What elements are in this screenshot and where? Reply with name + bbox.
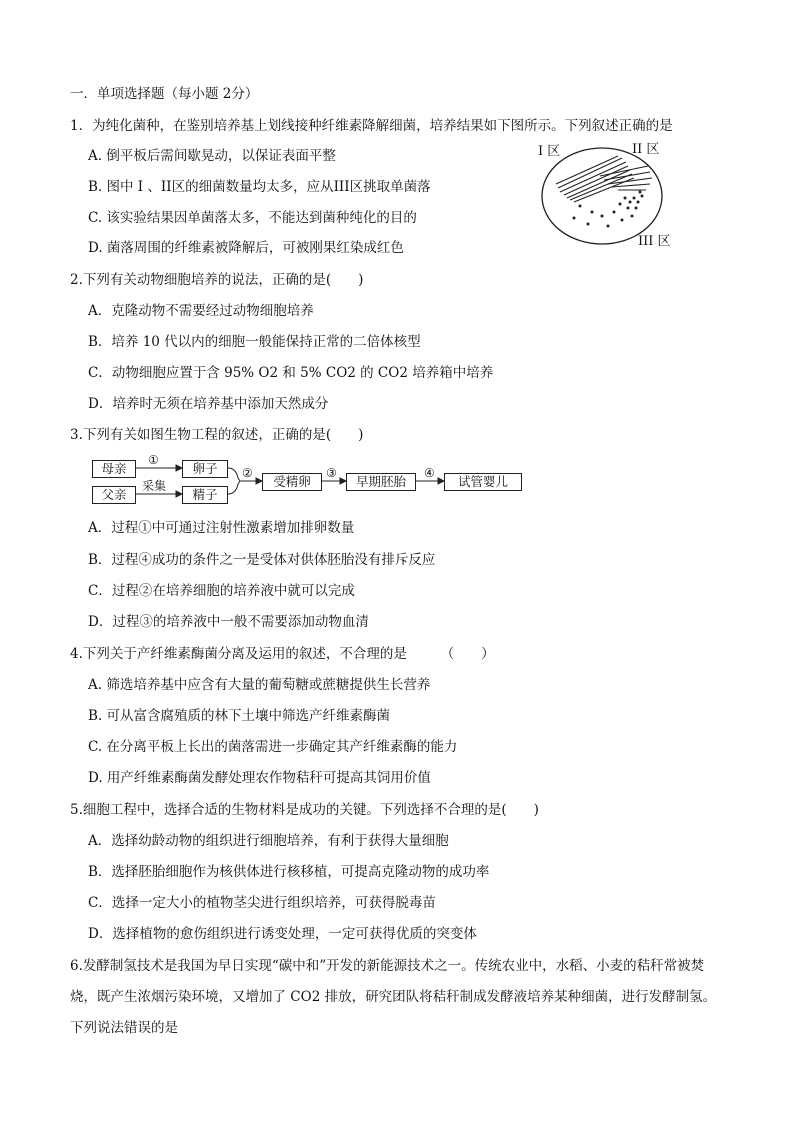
- q4-option-a: A. 筛选培养基中应含有大量的葡萄糖或蔗糖提供生长营养: [88, 677, 431, 693]
- q2-option-b: B．培养 10 代以内的细胞一般能保持正常的二倍体核型: [88, 334, 421, 350]
- zone-2-label: II 区: [632, 142, 660, 157]
- q3-option-a: A．过程①中可通过注射性激素增加排卵数量: [88, 520, 355, 536]
- flow-box-early-embryo: 早期胚胎: [346, 473, 416, 491]
- q4-option-c: C. 在分离平板上长出的菌落需进一步确定其产纤维素酶的能力: [88, 739, 458, 755]
- q3-option-d: D．过程③的培养液中一般不需要添加动物血清: [88, 614, 369, 630]
- q2-option-a: A．克隆动物不需要经过动物细胞培养: [88, 303, 314, 319]
- flow-step-2: ②: [242, 466, 253, 480]
- zone-1-label: I 区: [538, 144, 561, 159]
- q5-stem: 5.细胞工程中，选择合适的生物材料是成功的关键。下列选择不合理的是( ): [70, 802, 539, 818]
- q3-option-b: B．过程④成功的条件之一是受体对供体胚胎没有排斥反应: [88, 552, 436, 568]
- q2-stem: 2.下列有关动物细胞培养的说法，正确的是( ): [70, 272, 364, 288]
- flow-box-sperm: 精子: [182, 486, 228, 504]
- flow-box-ivf-baby: 试管婴儿: [444, 473, 522, 491]
- flow-box-fertilized-egg: 受精卵: [262, 473, 322, 491]
- flow-box-mother: 母亲: [92, 460, 136, 478]
- flow-step-1: ①: [148, 453, 159, 467]
- q2-option-d: D．培养时无须在培养基中添加天然成分: [88, 396, 329, 412]
- flow-box-father: 父亲: [92, 486, 136, 504]
- q5-option-d: D．选择植物的愈伤组织进行诱变处理，一定可获得优质的突变体: [88, 926, 477, 942]
- q1-option-b: B. 图中 I 、II区的细菌数量均太多，应从III区挑取单菌落: [88, 179, 431, 195]
- q5-option-b: B．选择胚胎细胞作为核供体进行核移植，可提高克隆动物的成功率: [88, 864, 490, 880]
- petri-dish-figure: [530, 136, 690, 256]
- q5-option-c: C．选择一定大小的植物茎尖进行组织培养，可获得脱毒苗: [88, 895, 436, 911]
- q1-option-a: A. 倒平板后需间歇晃动，以保证表面平整: [88, 148, 336, 164]
- q1-option-d: D. 菌落周围的纤维素被降解后，可被刚果红染成红色: [88, 240, 404, 256]
- q3-option-c: C．过程②在培养细胞的培养液中就可以完成: [88, 583, 355, 599]
- q5-option-a: A．选择幼龄动物的组织进行细胞培养，有利于获得大量细胞: [88, 833, 449, 849]
- flow-step-4: ④: [424, 466, 435, 480]
- q3-stem: 3.下列有关如图生物工程的叙述，正确的是( ): [70, 427, 364, 443]
- flow-label-collect: 采集: [142, 479, 167, 493]
- q4-option-d: D. 用产纤维素酶菌发酵处理农作物秸秆可提高其饲用价值: [88, 770, 431, 786]
- flow-step-3: ③: [326, 466, 337, 480]
- q6-line-3: 下列说法错误的是: [70, 1020, 178, 1036]
- q6-line-2: 烧，既产生浓烟污染环境，又增加了 CO2 排放，研究团队将秸秆制成发酵液培养某种细菌，进行发酵制氢。: [70, 989, 717, 1005]
- q4-option-b: B. 可从富含腐殖质的林下土壤中筛选产纤维素酶菌: [88, 708, 391, 724]
- section-title: 一．单项选择题（每小题 2分）: [70, 86, 259, 102]
- q4-stem: 4.下列关于产纤维素酶菌分离及运用的叙述，不合理的是 （ ）: [70, 646, 495, 662]
- q1-stem: 1．为纯化菌种，在鉴别培养基上划线接种纤维素降解细菌，培养结果如下图所示。下列叙述正确的是: [70, 118, 673, 134]
- flow-box-egg: 卵子: [182, 460, 228, 478]
- q6-line-1: 6.发酵制氢技术是我国为早日实现“碳中和”开发的新能源技术之一。传统农业中，水稻、小麦的秸秆常被焚: [70, 958, 705, 974]
- q2-option-c: C．动物细胞应置于含 95% O2 和 5% CO2 的 CO2 培养箱中培养: [88, 365, 494, 381]
- zone-3-label: III 区: [638, 234, 671, 249]
- ivf-flowchart: [90, 453, 530, 504]
- q1-option-c: C. 该实验结果因单菌落太多，不能达到菌种纯化的目的: [88, 210, 417, 226]
